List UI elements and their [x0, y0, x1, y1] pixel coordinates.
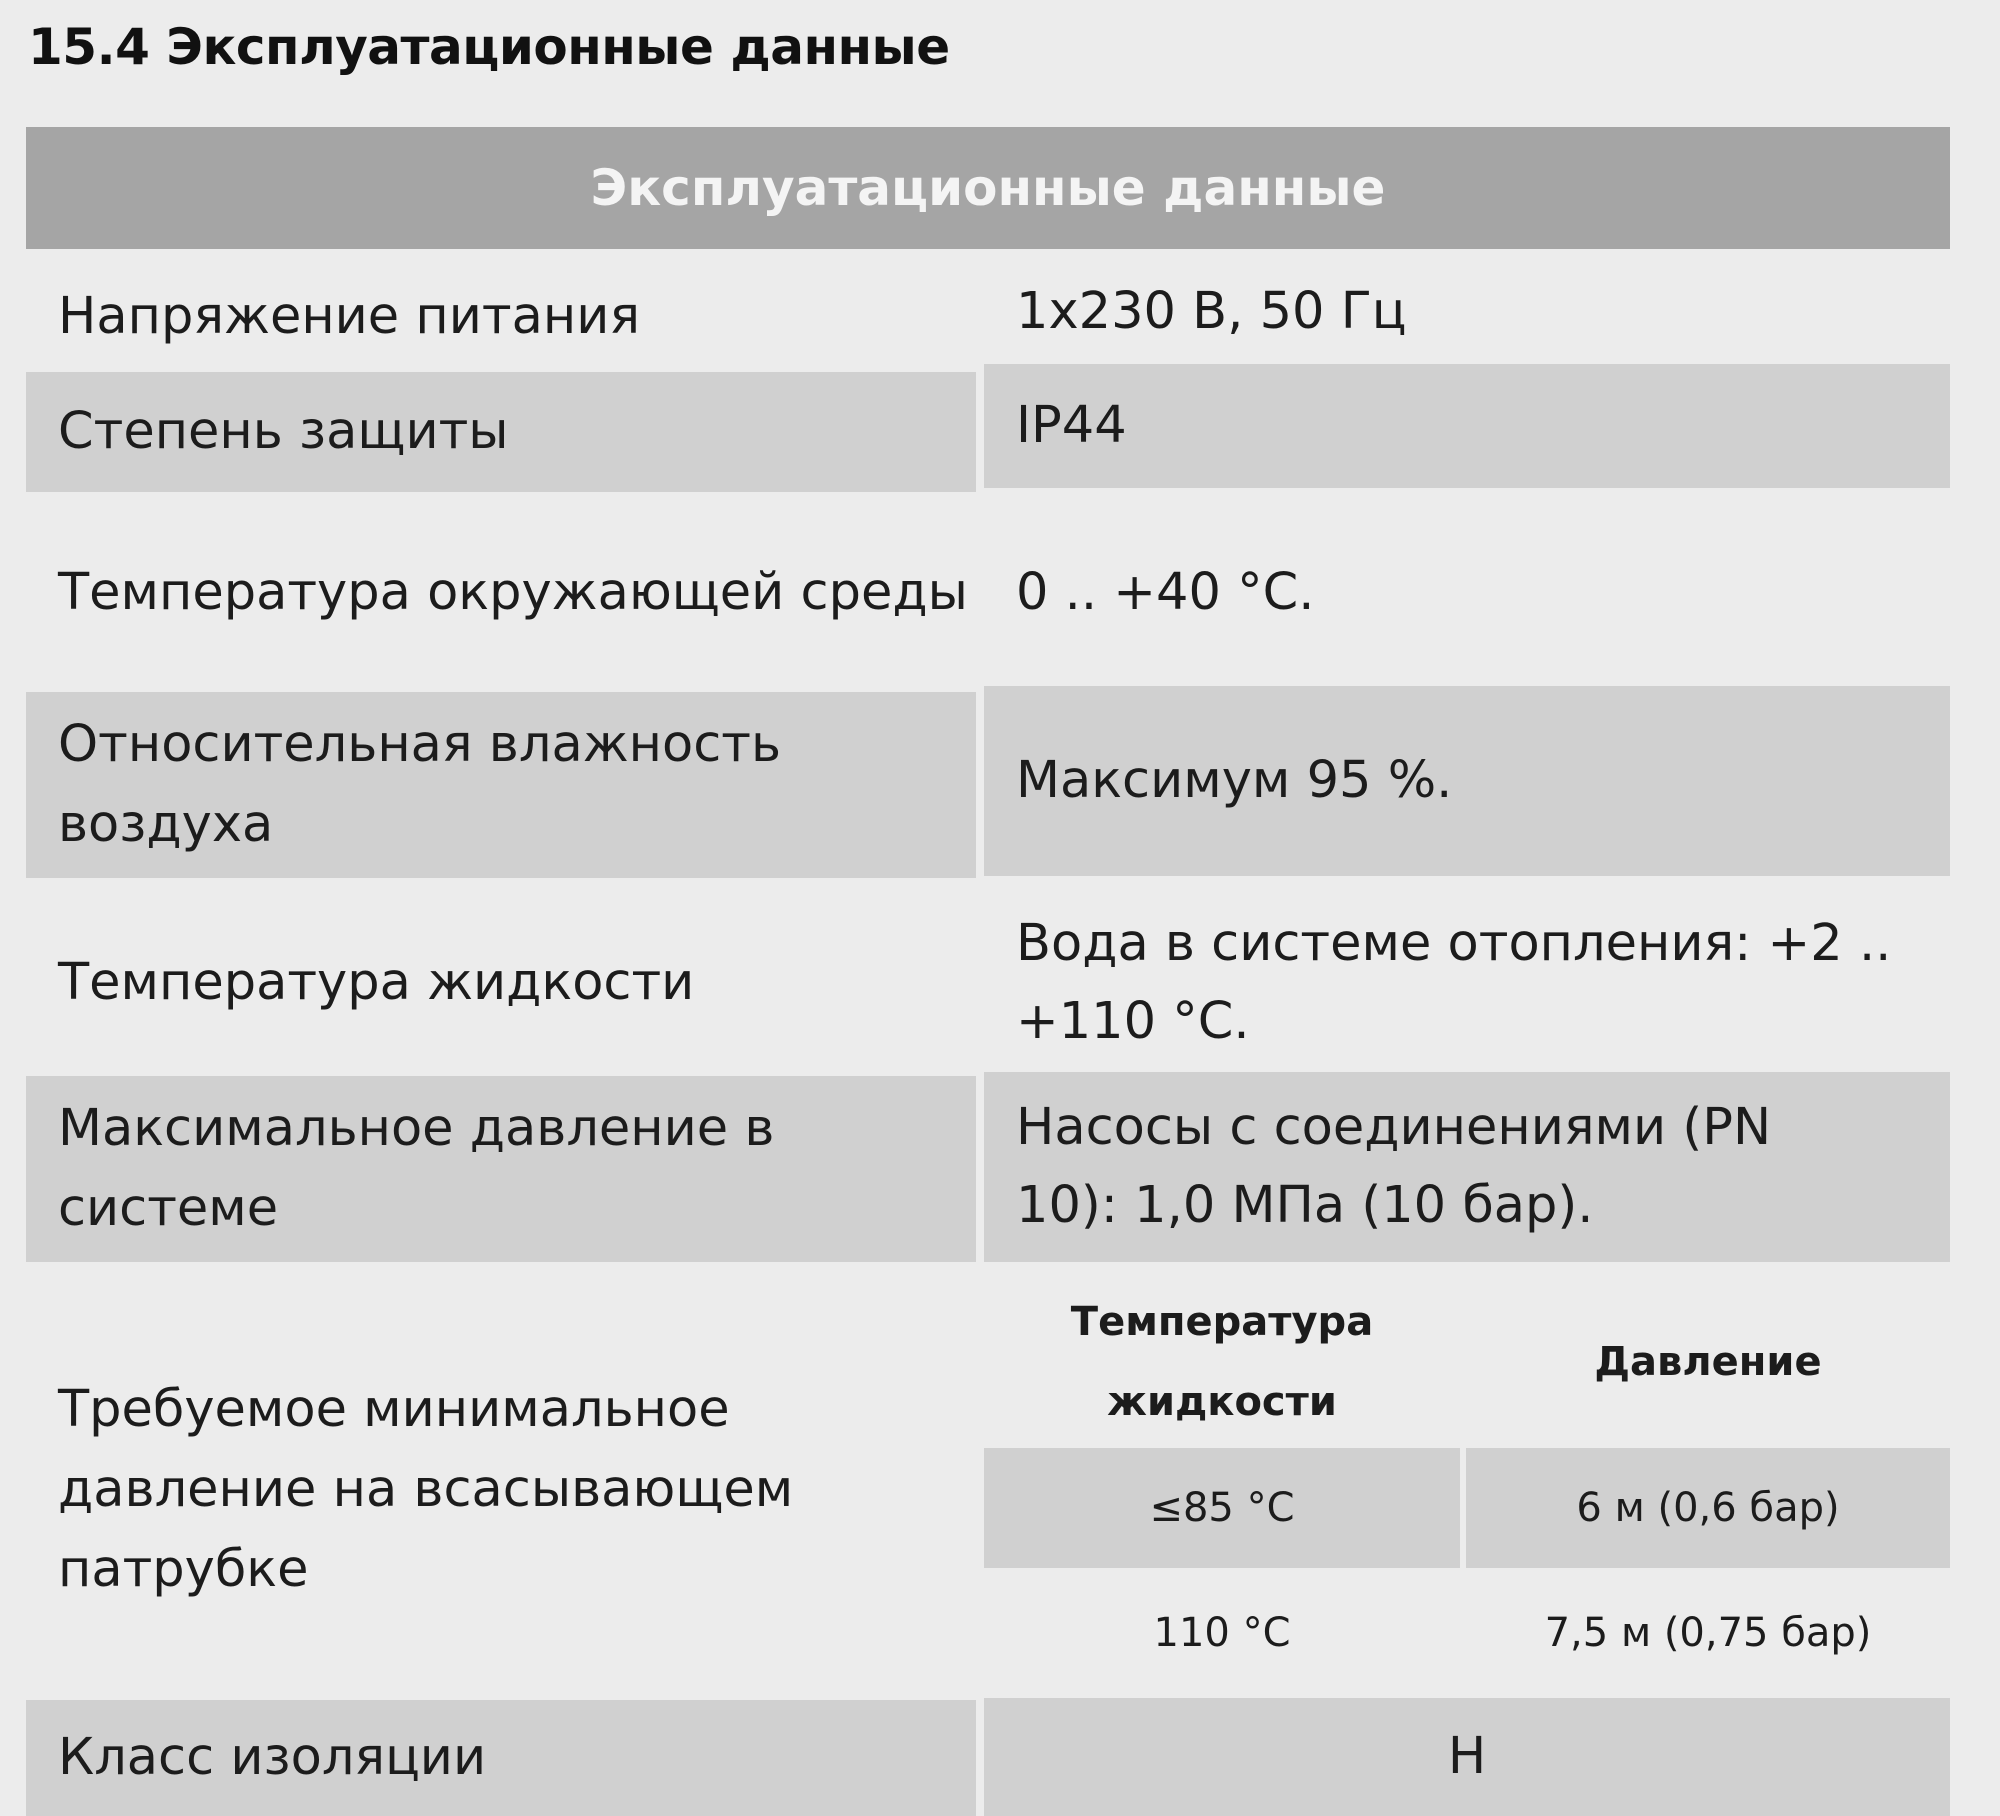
subtable-cell-temp-1: ≤85 °C [984, 1448, 1460, 1568]
subtable-header-temp: Температура жидкости [1070, 1299, 1374, 1425]
row-label-min-suction-pressure: Требуемое минимальное давление на всасывающем патрубке [58, 1380, 794, 1599]
subtable-cell-pressure-2: 7,5 м (0,75 бар) [1544, 1610, 1872, 1656]
row-label-max-pressure: Максимальное давление в системе [26, 1076, 976, 1262]
row-value-protection: IP44 [984, 364, 1950, 488]
row-value-ambient-temp: 0 .. +40 °C. [1016, 563, 1315, 622]
row-value-humidity: Максимум 95 %. [984, 686, 1950, 876]
row-value-voltage: 1x230 В, 50 Гц [1016, 282, 1407, 341]
row-value-liquid-temp: Вода в системе отопления: +2 .. +110 °C. [1016, 914, 1892, 1051]
row-label-protection: Степень защиты [26, 372, 976, 492]
row-label-voltage: Напряжение питания [58, 287, 641, 346]
row-label-humidity: Относительная влажность воздуха [26, 692, 976, 878]
subtable-cell-temp-2: 110 °C [1153, 1610, 1291, 1656]
subtable-cell-pressure-1: 6 м (0,6 бар) [1466, 1448, 1950, 1568]
row-label-liquid-temp: Температура жидкости [58, 953, 695, 1012]
row-label-ambient-temp: Температура окружающей среды [58, 563, 968, 622]
section-title: 15.4 Эксплуатационные данные [28, 18, 950, 76]
subtable-header-pressure: Давление [1594, 1339, 1822, 1385]
row-value-max-pressure: Насосы с соединениями (PN 10): 1,0 МПа (10 бар). [984, 1072, 1950, 1262]
row-value-insulation-class: H [984, 1698, 1950, 1816]
table-header: Эксплуатационные данные [26, 127, 1950, 249]
row-label-insulation-class: Класс изоляции [26, 1700, 976, 1816]
